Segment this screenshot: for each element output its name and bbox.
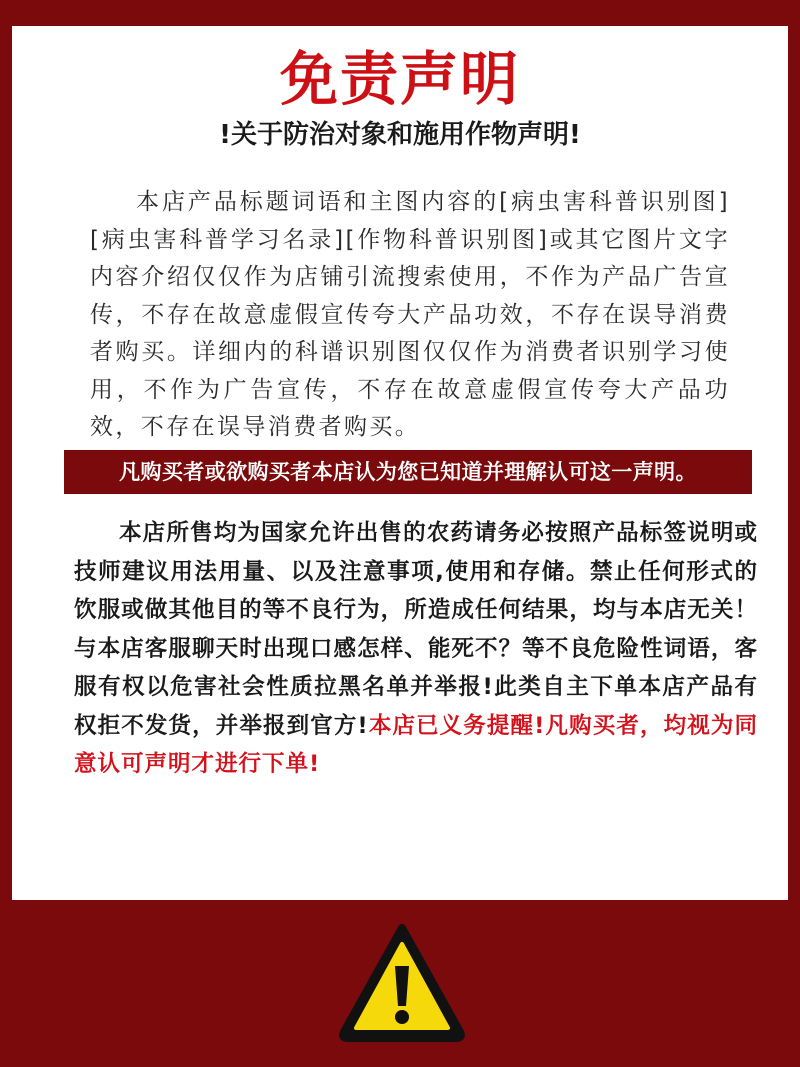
page-subtitle: !关于防治对象和施用作物声明! [219, 120, 581, 150]
page-title: 免责声明 [279, 45, 520, 113]
paragraph-2-text: 本店所售均为国家允许出售的农药请务必按照产品标签说明或技师建议用法用量、以及注意事项,使用和存储。禁止任何形式的饮服或做其他目的等不良行为，所造成任何结果，均与本店无关！与本店客服聊天时出现口感怎样、能死不？等不良危险性词语，客服有权以危害社会性质拉黑名单并举报!此类自主下单本店产品有权拒不发货，并举报到官方! [74, 520, 758, 739]
warning-triangle-icon [336, 920, 468, 1044]
disclaimer-card [12, 26, 788, 900]
notice-banner: 凡购买者或欲购买者本店认为您已知道并理解认可这一声明。 [64, 450, 752, 494]
paragraph-2-highlight: 本店已义务提醒!凡购买者，均视为同意认可声明才进行下单! [74, 712, 758, 777]
disclaimer-paragraph-2 [74, 514, 758, 784]
disclaimer-paragraph-1: 本店产品标题词语和主图内容的[病虫害科普识别图][病虫害科普学习名录][作物科普识别图]或其它图片文字内容介绍仅仅作为店铺引流搜索使用，不作为产品广告宣传，不存在故意虚假宣传夸大产品功效，不存在误导消费者购买。详细内的科谱识别图仅仅作为消费者识别学习使用，不作为广告宣传，不存在故意虚假宣传夸大产品功效，不存在误导消费者购买。 [90, 189, 730, 440]
